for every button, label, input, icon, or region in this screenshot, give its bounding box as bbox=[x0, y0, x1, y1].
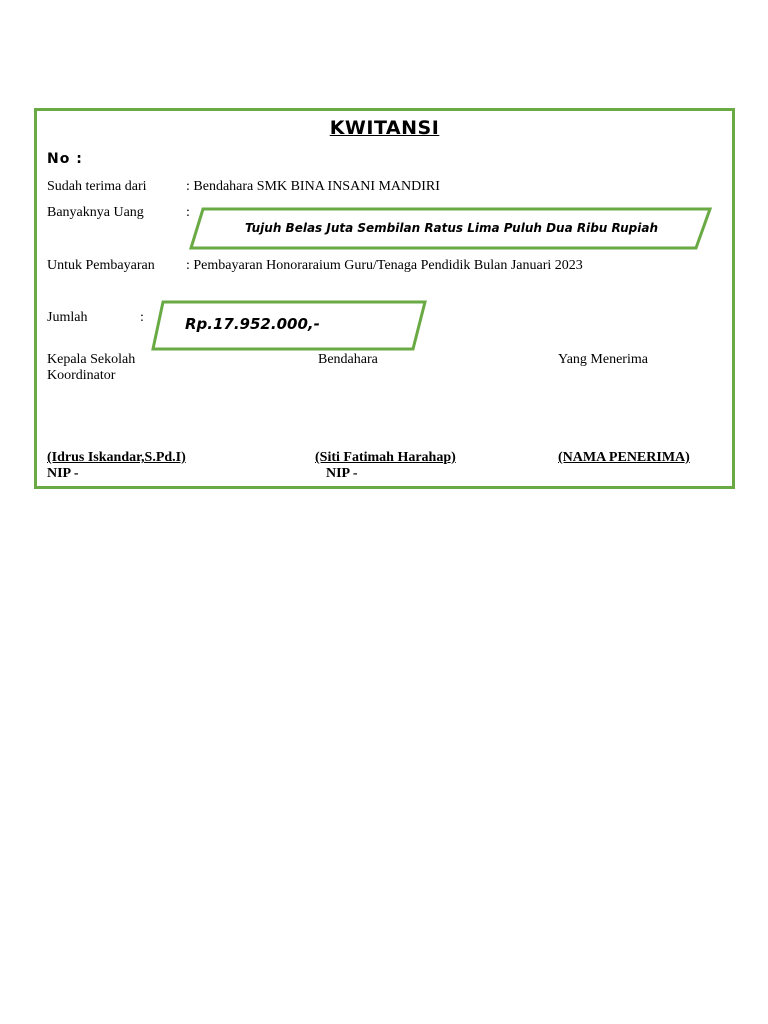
recipient-role: Yang Menerima bbox=[558, 352, 648, 367]
from-value: : Bendahara SMK BINA INSANI MANDIRI bbox=[186, 179, 440, 194]
amount-words-value: Tujuh Belas Juta Sembilan Ratus Lima Puluh Dua Ribu Rupiah bbox=[245, 221, 658, 235]
purpose-value: : Pembayaran Honoraraium Guru/Tenaga Pendidik Bulan Januari 2023 bbox=[186, 258, 583, 273]
receipt-title: KWITANSI bbox=[329, 117, 440, 139]
total-label: Jumlah bbox=[47, 310, 88, 325]
treasurer-name: (Siti Fatimah Harahap) bbox=[315, 450, 456, 465]
treasurer-nip: NIP - bbox=[326, 466, 358, 481]
total-colon: : bbox=[140, 310, 144, 325]
from-label: Sudah terima dari bbox=[47, 179, 147, 194]
coordinator-role: Koordinator bbox=[47, 368, 116, 383]
purpose-label: Untuk Pembayaran bbox=[47, 258, 155, 273]
receipt-frame bbox=[34, 108, 735, 489]
amount-words-label: Banyaknya Uang bbox=[47, 205, 144, 220]
amount-words-colon: : bbox=[186, 205, 190, 220]
total-amount-value: Rp.17.952.000,- bbox=[185, 315, 320, 333]
treasurer-role: Bendahara bbox=[318, 352, 378, 367]
headmaster-nip: NIP - bbox=[47, 466, 79, 481]
headmaster-role: Kepala Sekolah bbox=[47, 352, 136, 367]
recipient-name: (NAMA PENERIMA) bbox=[558, 450, 690, 465]
headmaster-name: (Idrus Iskandar,S.Pd.I) bbox=[47, 450, 186, 465]
receipt-number-label: No : bbox=[47, 151, 83, 167]
